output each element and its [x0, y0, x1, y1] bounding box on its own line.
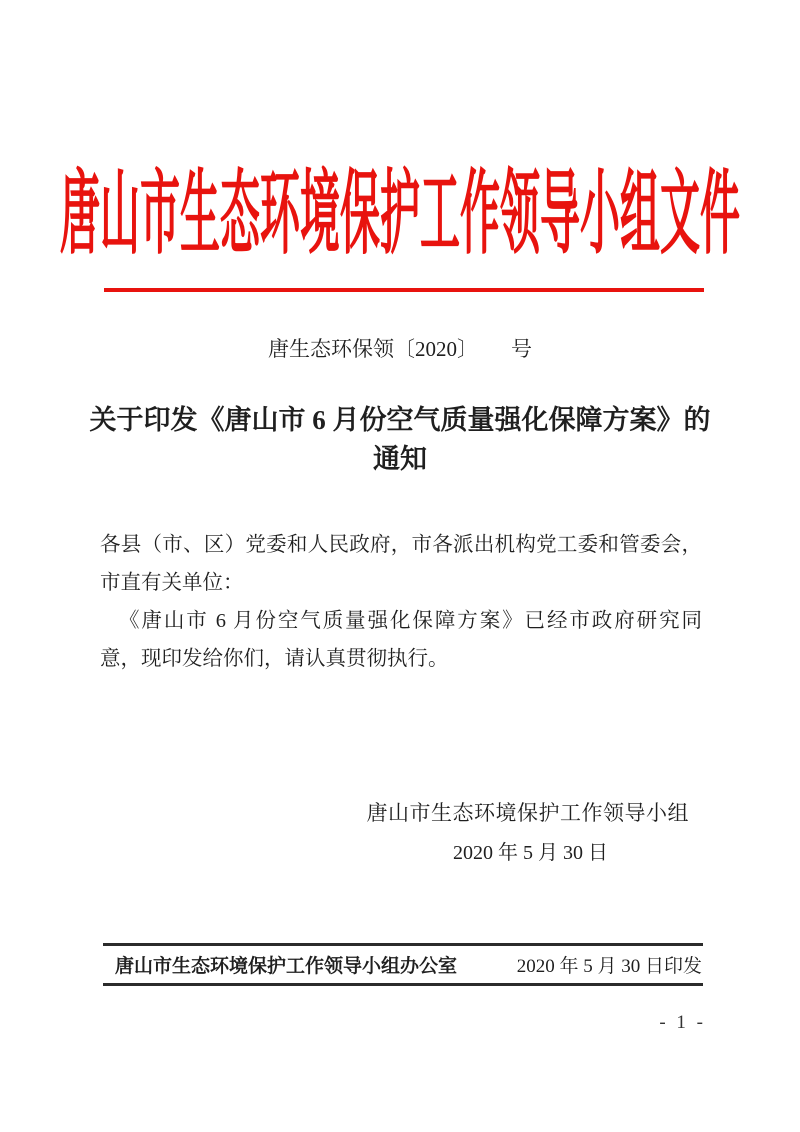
document-title — [0, 401, 800, 479]
salutation-line: 各县（市、区）党委和人民政府，市各派出机构党工委和管委会， — [100, 534, 702, 556]
letterhead-title: 唐山市生态环境保护工作领导小组文件 — [60, 164, 740, 266]
letterhead-red-divider — [104, 288, 704, 292]
document-number-prefix: 唐生态环保领〔2020〕 — [268, 337, 478, 361]
issuance-bar — [103, 943, 703, 986]
page-number: - 1 - — [659, 1012, 703, 1033]
salutation-line: 市直有关单位： — [100, 572, 244, 594]
document-body — [100, 526, 702, 678]
document-number-line — [0, 333, 800, 363]
issuing-office: 唐山市生态环境保护工作领导小组办公室 — [115, 956, 458, 977]
signature-organization: 唐山市生态环境保护工作领导小组 — [366, 801, 689, 825]
signature-date: 2020 年 5 月 30 日 — [453, 842, 608, 864]
issue-date: 2020 年 5 月 30 日印发 — [516, 956, 702, 977]
paragraph-line: 意，现印发给你们，请认真贯彻执行。 — [100, 648, 449, 670]
document-title-line1: 关于印发《唐山市 6 月份空气质量强化保障方案》的 — [89, 405, 711, 435]
document-number-suffix: 号 — [511, 337, 532, 361]
document-title-line2: 通知 — [373, 444, 427, 474]
paragraph-line: 《唐山市 6 月份空气质量强化保障方案》已经市政府研究同 — [119, 610, 702, 632]
